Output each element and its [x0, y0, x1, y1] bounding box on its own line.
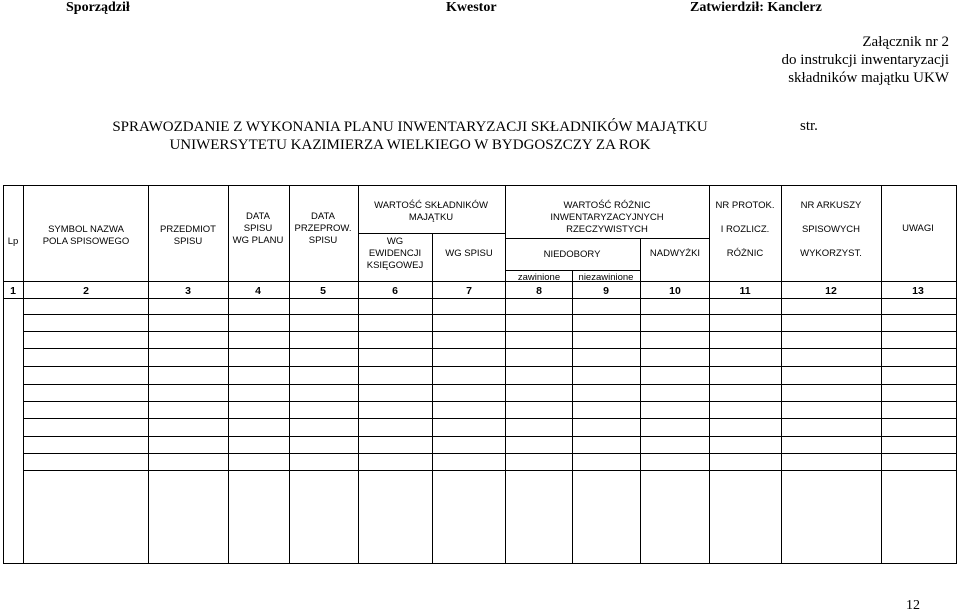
col-number: 7 [466, 285, 472, 297]
header-asset-value-2: MAJĄTKU [408, 212, 454, 223]
table-border [4, 186, 957, 564]
header-by-records-3: KSIĘGOWEJ [366, 260, 424, 271]
prepared-by-label: Sporządził [66, 0, 130, 15]
col-number: 6 [392, 285, 398, 297]
header-remarks: UWAGI [902, 223, 934, 234]
header-actual-date-3: SPISU [308, 235, 338, 246]
header-sheets-2: SPISOWYCH [801, 224, 861, 235]
header-protocol-1: NR PROTOK. [715, 200, 775, 211]
annex-line-3: składników majątku UKW [788, 70, 949, 86]
header-surpluses: NADWYŻKI [649, 248, 701, 259]
header-asset-value-1: WARTOŚĆ SKŁADNIKÓW [374, 200, 488, 211]
col-number: 12 [825, 285, 837, 297]
header-symbol-1: SYMBOL NAZWA [48, 224, 124, 235]
header-diff-value-3: RZECZYWISTYCH [566, 224, 648, 235]
title-line-1: SPRAWOZDANIE Z WYKONANIA PLANU INWENTARYZACJI SKŁADNIKÓW MAJĄTKU [112, 119, 708, 135]
col-number: 2 [83, 285, 89, 297]
header-sheets-1: NR ARKUSZY [800, 200, 862, 211]
table-grid [4, 186, 957, 564]
col-number: 11 [739, 285, 751, 297]
header-sheets-3: WYKORZYST. [800, 248, 862, 259]
annex-line-1: Załącznik nr 2 [862, 34, 949, 50]
title-line-2: UNIWERSYTETU KAZIMIERZA WIELKIEGO W BYDGOSZCZY ZA ROK [169, 137, 651, 153]
header-diff-value-2: INWENTARYZACYJNYCH [550, 212, 664, 223]
annex-line-2: do instrukcji inwentaryzacji [781, 52, 949, 68]
header-actual-date-2: PRZEPROW. [294, 223, 352, 234]
col-number: 3 [185, 285, 191, 297]
col-number: 4 [255, 285, 261, 297]
header-shortages: NIEDOBORY [543, 249, 601, 260]
header-actual-date-1: DATA [311, 211, 335, 222]
quaestor-label: Kwestor [446, 0, 497, 15]
header-plan-date-3: WG PLANU [232, 235, 284, 246]
header-by-records-2: EWIDENCJI [368, 248, 422, 259]
page-label: str. [800, 118, 818, 134]
header-culpable: zawinione [517, 272, 561, 283]
header-lp: Lp [7, 236, 19, 247]
header-diff-value-1: WARTOŚĆ RÓŻNIC [563, 200, 651, 211]
header-protocol-2: I ROZLICZ. [720, 224, 770, 235]
col-number: 1 [10, 285, 16, 297]
header-protocol-3: RÓŻNIC [726, 248, 764, 259]
header-plan-date-2: SPISU [243, 223, 273, 234]
header-by-records-1: WG [386, 236, 404, 247]
col-number: 8 [536, 285, 542, 297]
header-symbol-2: POLA SPISOWEGO [42, 236, 130, 247]
col-number: 9 [603, 285, 609, 297]
header-subject-2: SPISU [173, 236, 203, 247]
approved-by-label: Zatwierdził: Kanclerz [690, 0, 822, 15]
header-non-culpable: niezawinione [578, 272, 634, 283]
header-plan-date-1: DATA [246, 211, 270, 222]
column-number-row [10, 285, 924, 297]
header-by-count: WG SPISU [445, 248, 493, 259]
col-number: 5 [320, 285, 326, 297]
header-subject-1: PRZEDMIOT [160, 224, 216, 235]
col-number: 13 [912, 285, 924, 297]
col-number: 10 [669, 285, 681, 297]
page-number: 12 [906, 598, 920, 613]
